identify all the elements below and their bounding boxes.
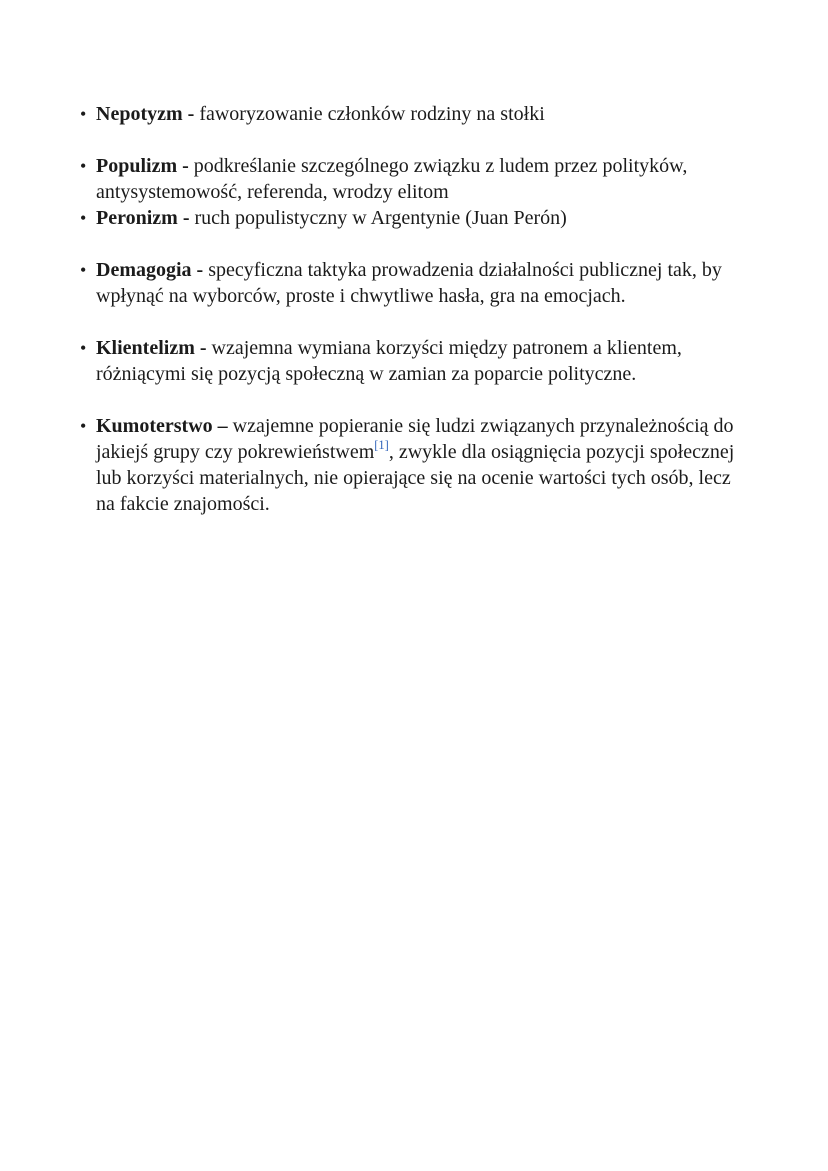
term-separator: - xyxy=(182,103,200,125)
bullet-icon: • xyxy=(80,416,87,436)
term-separator: - xyxy=(177,155,194,177)
list-item-demagogia xyxy=(80,257,748,309)
term-label: Populizm xyxy=(96,155,178,177)
bullet-icon: • xyxy=(80,338,87,358)
term-separator: - xyxy=(177,207,195,229)
bullet-icon: • xyxy=(80,156,87,176)
citation-ref-link[interactable]: [1] xyxy=(374,438,389,453)
term-separator: - xyxy=(191,259,209,281)
term-label: Peronizm xyxy=(96,207,178,229)
bullet-icon: • xyxy=(80,208,87,228)
list-item-peronizm xyxy=(80,205,748,231)
term-definition: ruch populistyczny w Argentynie (Juan Perón) xyxy=(194,207,567,229)
citation-superscript xyxy=(374,435,389,454)
bullet-icon: • xyxy=(80,104,87,124)
definition-list xyxy=(80,101,748,517)
list-item-text xyxy=(96,413,748,517)
term-separator: – xyxy=(212,415,233,437)
term-definition-part2: , zwykle dla osiągnięcia pozycji społecznej lub korzyści materialnych, nie opierające się na ocenie wartości tych osób, lecz na fakcie znajomości. xyxy=(96,441,735,515)
term-label: Nepotyzm xyxy=(96,103,183,125)
term-definition-part1: wzajemne popieranie się ludzi związanych przynależnością do jakiejś grupy czy pokrewieństwem xyxy=(96,415,734,463)
list-item-text xyxy=(96,153,748,205)
term-label: Demagogia xyxy=(96,259,192,281)
list-item-nepotyzm xyxy=(80,101,748,127)
term-definition: specyficzna taktyka prowadzenia działalności publicznej tak, by wpłynąć na wyborców, proste i chwytliwe hasła, gra na emocjach. xyxy=(96,259,722,307)
term-separator: - xyxy=(194,337,212,359)
list-item-text xyxy=(96,101,748,127)
term-definition: wzajemna wymiana korzyści między patronem a klientem, różniącymi się pozycją społeczną w zamian za poparcie polityczne. xyxy=(96,337,682,385)
list-item-text xyxy=(96,205,748,231)
term-label: Klientelizm xyxy=(96,337,195,359)
list-item-text xyxy=(96,335,748,387)
list-item-klientelizm xyxy=(80,335,748,387)
bullet-icon: • xyxy=(80,260,87,280)
term-definition: faworyzowanie członków rodziny na stołki xyxy=(199,103,545,125)
list-item-populizm xyxy=(80,153,748,205)
text-block xyxy=(80,101,748,517)
term-definition: podkreślanie szczególnego związku z ludem przez polityków, antysystemowość, referenda, wrodzy elitom xyxy=(96,155,688,203)
list-item-text xyxy=(96,257,748,309)
term-label: Kumoterstwo xyxy=(96,415,213,437)
list-item-kumoterstwo xyxy=(80,413,748,517)
